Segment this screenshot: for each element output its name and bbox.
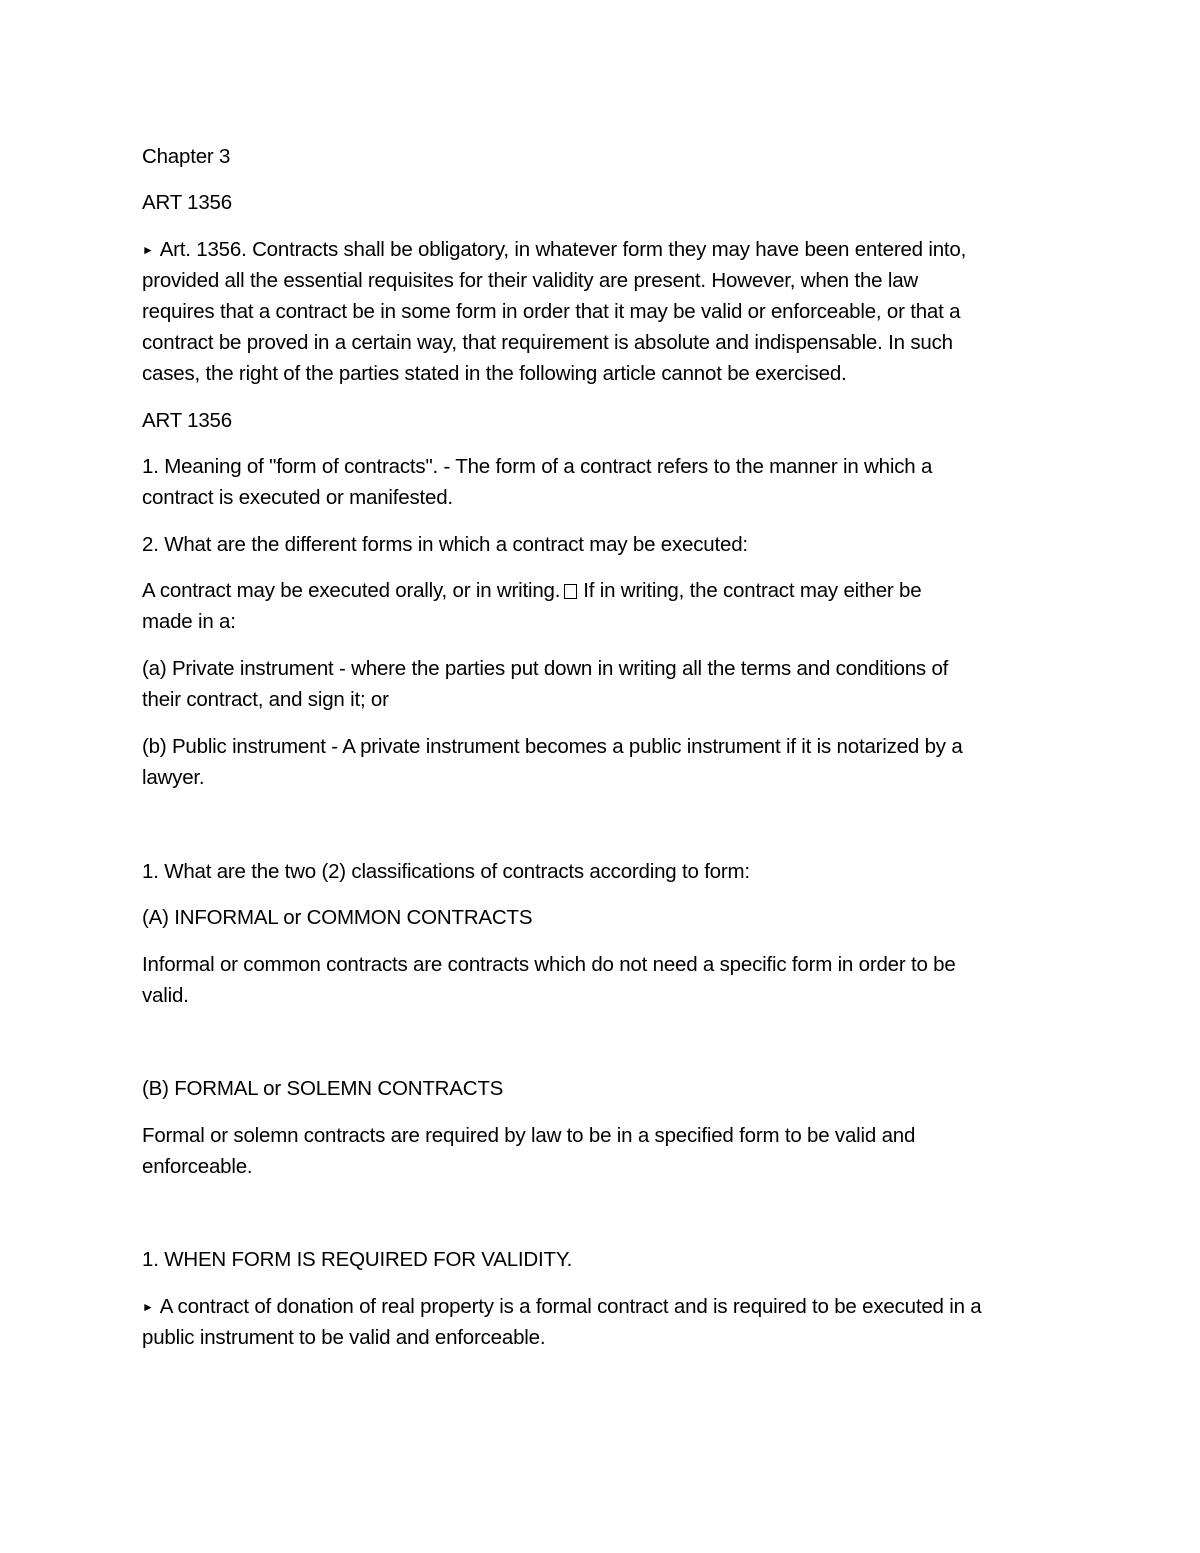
art-text-line-4: contract be proved in a certain way, that requirement is absolute and indispensable. In such [142, 331, 953, 354]
triangle-bullet-icon: ► [142, 243, 154, 257]
forms-answer-part1: A contract may be executed orally, or in writing. [142, 579, 561, 602]
forms-question: 2. What are the different forms in which a contract may be executed: [142, 533, 748, 556]
meaning-line-1: 1. Meaning of "form of contracts". - The form of a contract refers to the manner in which a [142, 455, 933, 478]
validity-line-1 [142, 1291, 1072, 1323]
art-heading-2: ART 1356 [142, 409, 232, 432]
formal-line-2: enforceable. [142, 1155, 253, 1178]
validity-line-1-text: A contract of donation of real property is a formal contract and is required to be executed in a [159, 1295, 982, 1318]
informal-heading: (A) INFORMAL or COMMON CONTRACTS [142, 906, 533, 929]
informal-line-1: Informal or common contracts are contracts which do not need a specific form in order to be [142, 953, 956, 976]
art-heading-1: ART 1356 [142, 191, 232, 214]
art-text-line-5: cases, the right of the parties stated in the following article cannot be exercised. [142, 362, 847, 385]
formal-line-1: Formal or solemn contracts are required by law to be in a specified form to be valid and [142, 1124, 916, 1147]
art-text-line-1 [142, 234, 1072, 266]
empty-checkbox-icon [564, 584, 577, 599]
forms-answer-part2: If in writing, the contract may either be [583, 579, 922, 602]
forms-answer-line-2: made in a: [142, 610, 236, 633]
informal-line-2: valid. [142, 984, 189, 1007]
validity-line-2: public instrument to be valid and enforceable. [142, 1326, 546, 1349]
forms-answer-line-1 [142, 575, 1072, 606]
private-instrument-line-2: their contract, and sign it; or [142, 688, 389, 711]
validity-heading: 1. WHEN FORM IS REQUIRED FOR VALIDITY. [142, 1248, 573, 1271]
public-instrument-line-2: lawyer. [142, 766, 205, 789]
art-text-line-3: requires that a contract be in some form in order that it may be valid or enforceable, or that a [142, 300, 961, 323]
public-instrument-line-1: (b) Public instrument - A private instrument becomes a public instrument if it is notarized by a [142, 735, 963, 758]
formal-heading: (B) FORMAL or SOLEMN CONTRACTS [142, 1077, 504, 1100]
private-instrument-line-1: (a) Private instrument - where the parties put down in writing all the terms and conditions of [142, 657, 949, 680]
art-text-line-1-text: Art. 1356. Contracts shall be obligatory, in whatever form they may have been entered into, [159, 238, 967, 261]
art-text-line-2: provided all the essential requisites for their validity are present. However, when the law [142, 269, 919, 292]
classification-question: 1. What are the two (2) classifications of contracts according to form: [142, 860, 750, 883]
triangle-bullet-icon: ► [142, 1300, 154, 1314]
chapter-title: Chapter 3 [142, 145, 231, 168]
meaning-line-2: contract is executed or manifested. [142, 486, 453, 509]
